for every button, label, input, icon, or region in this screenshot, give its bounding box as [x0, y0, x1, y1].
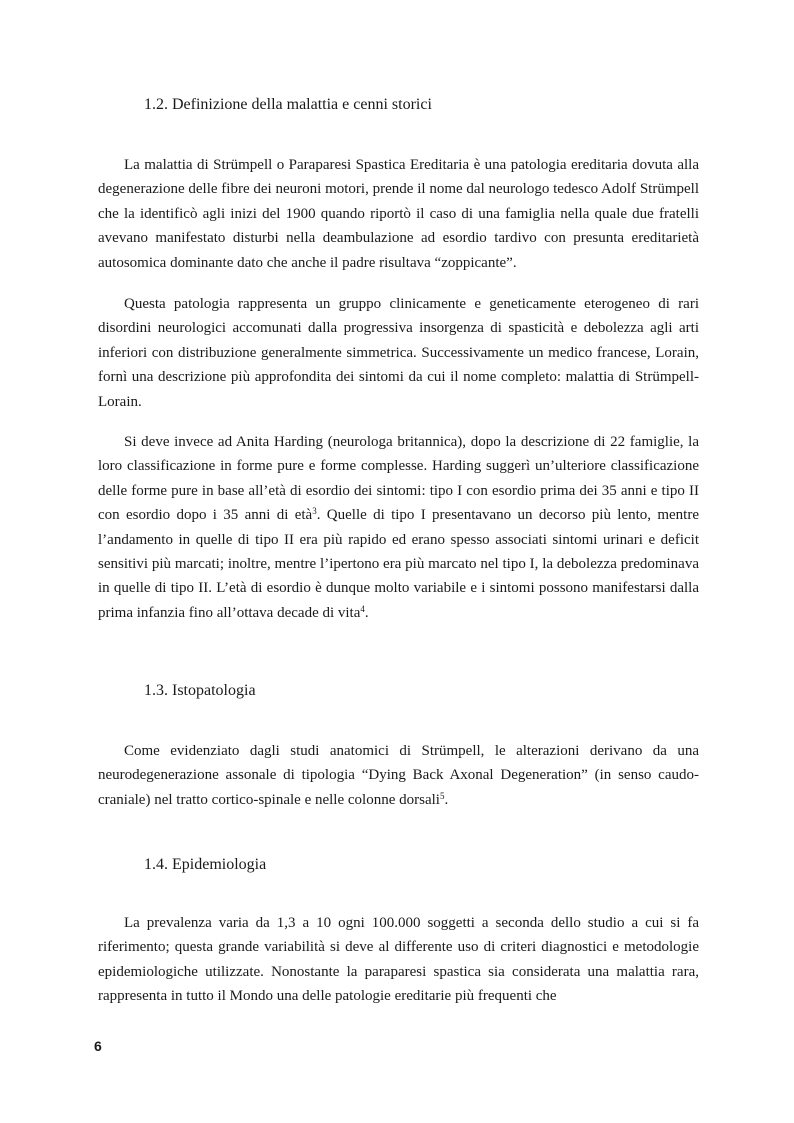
paragraph: [98, 430, 699, 625]
section-heading-epidemiologia: 1.4. Epidemiologia: [144, 856, 267, 873]
paragraph: [98, 153, 699, 275]
paragraph-text: La prevalenza varia da 1,3 a 10 ogni 100.000 soggetti a seconda dello studio a cui si fa riferimento; questa grande variabilità si deve al differente uso di criteri diagnostici e metodologie epidemiologiche utilizzate. Nonostante la paraparesi spastica sia considerata una malattia rara, rappresenta in tutto il Mondo una delle patologie ereditarie più frequenti che: [98, 915, 699, 1005]
section-heading-definizione: 1.2. Definizione della malattia e cenni storici: [144, 96, 432, 113]
paragraph-text: .: [444, 791, 449, 808]
paragraph-text: Come evidenziato dagli studi anatomici di Strümpell, le alterazioni derivano da una neurodegenerazione assonale di tipologia “Dying Back Axonal Degeneration” (in senso caudo-craniale) nel tratto cortico-spinale e nelle colonne dorsali: [98, 743, 699, 808]
paragraph-text: Si deve invece ad Anita Harding (neurologa britannica), dopo la descrizione di 22 famiglie, la loro classificazione in forme pure e forme complesse. Harding suggerì un’ulteriore classificazione delle forme pure in base all’età di esordio dei sintomi: tipo I con esordio prima dei 35 anni e tipo II con esordio dopo i 35 anni di età: [98, 434, 699, 524]
page-number: 6: [94, 1038, 102, 1054]
footnote-ref: 4: [360, 603, 365, 614]
paragraph-text: La malattia di Strümpell o Paraparesi Spastica Ereditaria è una patologia ereditaria dovuta alla degenerazione delle fibre dei neuroni motori, prende il nome dal neurologo tedesco Adolf Strümpell che la identificò agli inizi del 1900 quando riportò il caso di una famiglia nella quale due fratelli avevano manifestato disturbi nella deambulazione ad esordio tardivo con presunta ereditarietà autosomica dominante dato che anche il padre risultava “zoppicante”.: [98, 157, 699, 271]
footnote-ref: 3: [312, 506, 317, 517]
paragraph: [98, 292, 699, 414]
footnote-ref: 5: [439, 790, 445, 801]
paragraph-text: . Quelle di tipo I presentavano un decorso più lento, mentre l’andamento in quelle di tipo II era più rapido ed erano spesso associati sintomi urinari e deficit sensitivi più marcati; inoltre, mentre l’ipertono era più marcato nel tipo I, la debolezza predominava in quelle di tipo II. L’età di esordio è dunque molto variabile e i sintomi possono manifestarsi dalla prima infanzia fino all’ottava decade di vita: [98, 507, 699, 621]
paragraph: [98, 911, 699, 1009]
paragraph-text: Questa patologia rappresenta un gruppo clinicamente e geneticamente eterogeneo di rari disordini neurologici accomunati dalla progressiva insorgenza di spasticità e debolezza agli arti inferiori con distribuzione generalmente simmetrica. Successivamente un medico francese, Lorain, fornì una descrizione più approfondita dei sintomi da cui il nome completo: malattia di Strümpell-Lorain.: [98, 296, 699, 410]
section-heading-istopatologia: 1.3. Istopatologia: [144, 682, 256, 699]
paragraph-text: .: [364, 604, 369, 621]
paragraph: [98, 739, 699, 812]
